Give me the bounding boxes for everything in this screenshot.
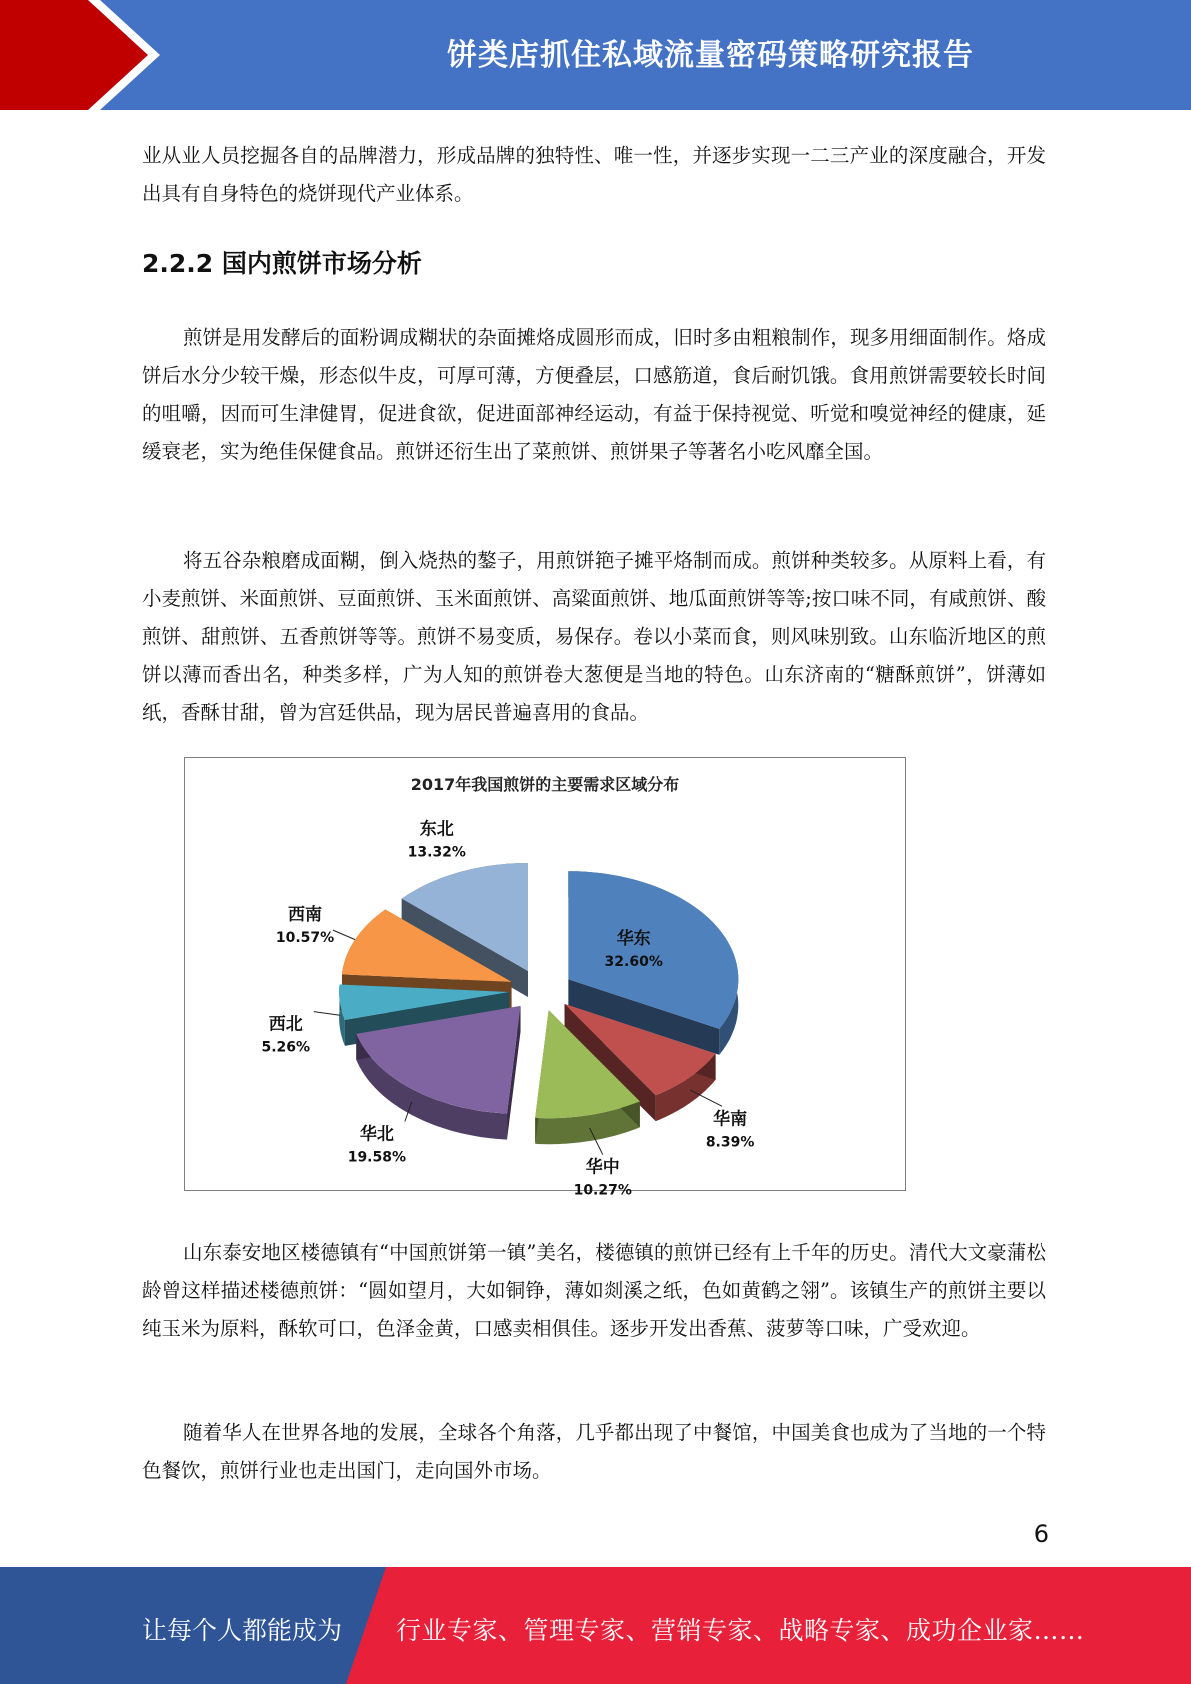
pie-category-label: 东北	[419, 819, 454, 840]
document-title: 饼类店抓住私域流量密码策略研究报告	[447, 38, 974, 73]
pie-category-label: 西北	[268, 1014, 303, 1035]
page-footer	[0, 1567, 1191, 1684]
paragraph-overseas-market: 随着华人在世界各地的发展，全球各个角落，几乎都出现了中餐馆，中国美食也成为了当地的一个特色餐饮，煎饼行业也走出国门，走向国外市场。	[142, 1421, 1046, 1482]
chart-title: 2017年我国煎饼的主要需求区域分布	[410, 775, 680, 794]
section-heading: 2.2.2 国内煎饼市场分析	[142, 249, 422, 278]
pie-category-label: 华东	[616, 928, 651, 949]
pie-category-label: 西南	[288, 905, 323, 926]
page-number: 6	[1033, 1520, 1049, 1548]
pie-category-label: 华北	[359, 1124, 394, 1145]
footer-slogan-right: 行业专家、管理专家、营销专家、战略专家、成功企业家……	[396, 1616, 1085, 1645]
pie-chart	[184, 757, 906, 1199]
page-header	[0, 0, 1191, 110]
pie-category-label: 华中	[585, 1157, 620, 1178]
pie-value-label: 5.26%	[261, 1039, 311, 1056]
paragraph-jianbing-types: 将五谷杂粮磨成面糊，倒入烧热的鏊子，用煎饼筢子摊平烙制而成。煎饼种类较多。从原料上看，有小麦煎饼、米面煎饼、豆面煎饼、玉米面煎饼、高粱面煎饼、地瓜面煎饼等等;按口味不同，有咸煎饼、酸煎饼、甜煎饼、五香煎饼等等。煎饼不易变质，易保存。卷以小菜而食，则风味别致。山东临沂地区的煎饼以薄而香出名，种类多样，广为人知的煎饼卷大葱便是当地的特色。山东济南的“糖酥煎饼”，饼薄如纸，香酥甘甜，曾为宫廷供品，现为居民普遍喜用的食品。	[142, 549, 1046, 724]
pie-value-label: 32.60%	[604, 953, 663, 970]
pie-leader-line	[314, 1012, 340, 1016]
pie-value-label: 10.57%	[275, 930, 335, 947]
pie-chart-svg	[185, 758, 905, 1199]
pie-value-label: 19.58%	[347, 1149, 407, 1166]
pie-value-label: 10.27%	[573, 1182, 632, 1199]
pie-category-label: 华南	[713, 1109, 748, 1130]
pie-leader-line	[333, 930, 355, 940]
paragraph-loude-town: 山东泰安地区楼德镇有“中国煎饼第一镇”美名，楼德镇的煎饼已经有上千年的历史。清代大文豪蒲松龄曾这样描述楼德煎饼：“圆如望月，大如铜铮，薄如剡溪之纸，色如黄鹤之翎”。该镇生产的煎饼主要以纯玉米为原料，酥软可口，色泽金黄，口感卖相俱佳。逐步开发出香蕉、菠萝等口味，广受欢迎。	[142, 1241, 1046, 1340]
pie-value-label: 13.32%	[407, 844, 466, 861]
footer-slogan-left: 让每个人都能成为	[142, 1616, 343, 1645]
paragraph-continuation: 业从业人员挖掘各自的品牌潜力，形成品牌的独特性、唯一性，并逐步实现一二三产业的深度融合，开发出具有自身特色的烧饼现代产业体系。	[142, 144, 1046, 205]
pie-value-label: 8.39%	[705, 1134, 755, 1151]
paragraph-jianbing-intro: 煎饼是用发酵后的面粉调成糊状的杂面摊烙成圆形而成，旧时多由粗粮制作，现多用细面制作。烙成饼后水分少较干燥，形态似牛皮，可厚可薄，方便叠层，口感筋道，食后耐饥饿。食用煎饼需要较长时间的咀嚼，因而可生津健胃，促进食欲，促进面部神经运动，有益于保持视觉、听觉和嗅觉神经的健康，延缓衰老，实为绝佳保健食品。煎饼还衍生出了菜煎饼、煎饼果子等著名小吃风靡全国。	[142, 326, 1046, 463]
